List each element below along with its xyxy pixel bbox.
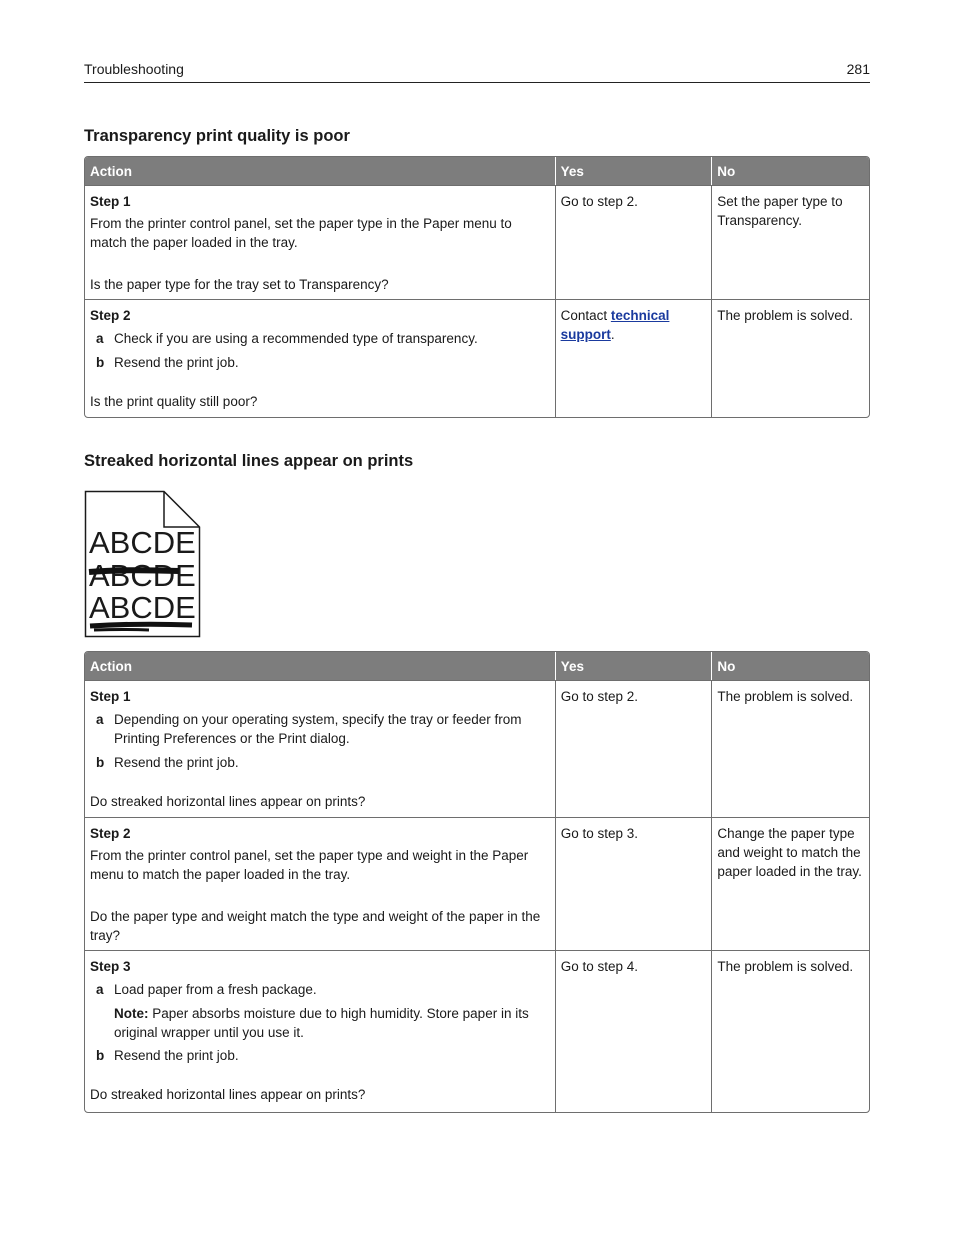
substep-text: Depending on your operating system, specify the tray or feeder from Printing Preferences or the Print dialog. xyxy=(114,712,522,746)
troubleshooting-table-streaked-lines xyxy=(84,651,870,1113)
streak-line xyxy=(94,630,149,631)
no-cell: Set the paper type to Transparency. xyxy=(711,185,869,299)
column-header-no: No xyxy=(711,157,869,185)
action-cell xyxy=(85,817,555,950)
section-title-transparency: Transparency print quality is poor xyxy=(84,127,350,145)
figure-text-line-3: ABCDE xyxy=(89,590,196,625)
figure-text-line-2: ABCDE xyxy=(89,558,196,593)
table-header-row xyxy=(85,157,869,185)
streaked-page-illustration xyxy=(84,490,202,640)
substep-a xyxy=(90,710,550,748)
page-number: 281 xyxy=(846,61,870,77)
table-row xyxy=(85,950,869,1112)
substep-text: Load paper from a fresh package. xyxy=(114,982,317,997)
streak-line xyxy=(89,570,179,572)
step-label: Step 1 xyxy=(90,689,131,704)
substep-label: b xyxy=(96,755,105,770)
section-title-streaked-lines: Streaked horizontal lines appear on prints xyxy=(84,452,414,470)
substep-label: b xyxy=(96,355,105,370)
substep-label: a xyxy=(96,331,104,346)
step-instruction: From the printer control panel, set the paper type and weight in the Paper menu to match the paper loaded in the tray. xyxy=(90,848,529,882)
no-cell: The problem is solved. xyxy=(711,680,869,817)
substep-label: a xyxy=(96,712,104,727)
action-cell xyxy=(85,299,555,417)
table-row xyxy=(85,817,869,950)
substep-label: a xyxy=(96,982,104,997)
table-header-row xyxy=(85,652,869,680)
step-label: Step 3 xyxy=(90,959,131,974)
yes-cell: Go to step 2. xyxy=(555,185,712,299)
yes-cell: Go to step 2. xyxy=(555,680,712,817)
substep-text: Resend the print job. xyxy=(114,1048,239,1063)
step-question: Is the print quality still poor? xyxy=(90,394,258,409)
no-cell: The problem is solved. xyxy=(711,299,869,417)
substep-text: Check if you are using a recommended type of transparency. xyxy=(114,331,478,346)
technical-support-link[interactable]: technical support xyxy=(560,308,670,342)
step-question: Do the paper type and weight match the type and weight of the paper in the tray? xyxy=(90,909,541,943)
step-question: Do streaked horizontal lines appear on prints? xyxy=(90,1087,366,1102)
substep-text: Resend the print job. xyxy=(114,355,239,370)
page-figure-icon xyxy=(84,490,202,640)
figure-text-line-1: ABCDE xyxy=(89,525,196,560)
note-body: Paper absorbs moisture due to high humidity. Store paper in its original wrapper until you use it. xyxy=(114,1006,529,1040)
no-cell: The problem is solved. xyxy=(711,950,869,1112)
yes-suffix: . xyxy=(610,327,615,342)
column-header-no: No xyxy=(711,652,869,680)
step-instruction: From the printer control panel, set the paper type in the Paper menu to match the paper loaded in the tray. xyxy=(90,216,512,250)
table-row xyxy=(85,185,869,299)
step-question: Do streaked horizontal lines appear on prints? xyxy=(90,794,366,809)
action-cell xyxy=(85,950,555,1112)
step-label: Step 2 xyxy=(90,308,131,323)
substep-text: Resend the print job. xyxy=(114,755,239,770)
action-cell xyxy=(85,680,555,817)
yes-cell: Go to step 3. xyxy=(555,817,712,950)
no-cell: Change the paper type and weight to match the paper loaded in the tray. xyxy=(711,817,869,950)
substep-b xyxy=(90,1046,550,1065)
table-row xyxy=(85,299,869,417)
column-header-yes: Yes xyxy=(555,652,712,680)
action-cell xyxy=(85,185,555,299)
note-text xyxy=(90,1004,550,1042)
substep-b xyxy=(90,353,550,372)
note-label: Note: xyxy=(114,1006,149,1021)
substep-b xyxy=(90,753,550,772)
column-header-action: Action xyxy=(85,157,555,185)
step-label: Step 1 xyxy=(90,194,131,209)
step-label: Step 2 xyxy=(90,826,131,841)
troubleshooting-table-transparency xyxy=(84,156,870,418)
substep-a xyxy=(90,329,550,348)
yes-cell xyxy=(555,299,712,417)
yes-cell: Go to step 4. xyxy=(555,950,712,1112)
section-name: Troubleshooting xyxy=(84,61,184,77)
substep-label: b xyxy=(96,1048,105,1063)
streak-line xyxy=(90,624,192,626)
column-header-action: Action xyxy=(85,652,555,680)
substep-a xyxy=(90,980,550,999)
table-row xyxy=(85,680,869,817)
column-header-yes: Yes xyxy=(555,157,712,185)
step-question: Is the paper type for the tray set to Transparency? xyxy=(90,277,389,292)
yes-prefix: Contact xyxy=(560,308,611,323)
page-header xyxy=(84,60,870,83)
